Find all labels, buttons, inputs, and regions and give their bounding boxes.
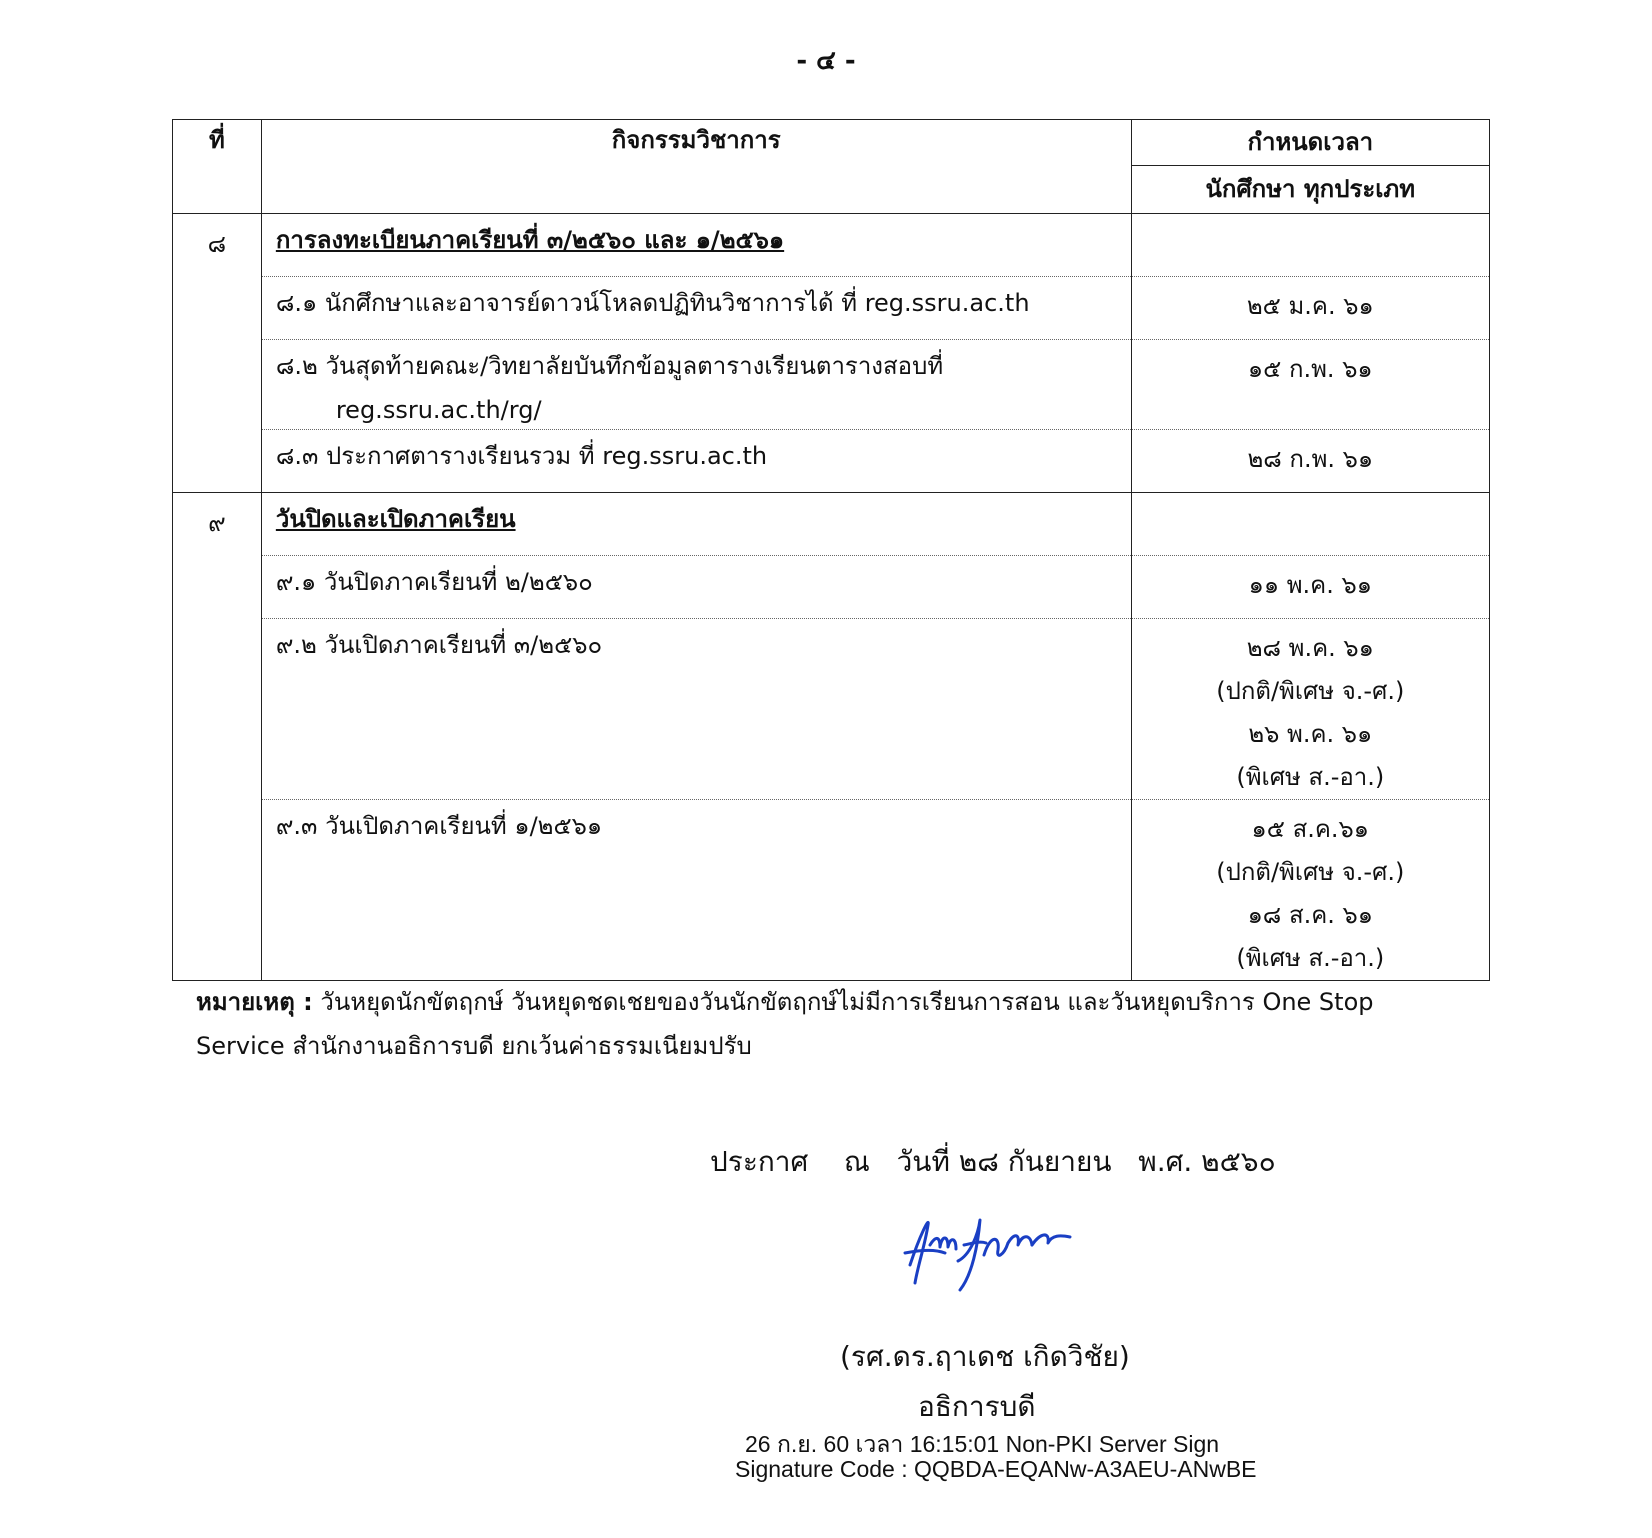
header-time-label: กำหนดเวลา — [1132, 120, 1489, 166]
remark — [196, 980, 1416, 1068]
time-cell: ๑๕ ก.พ. ๖๑ — [1131, 340, 1489, 430]
signer-title: อธิการบดี — [918, 1390, 1036, 1423]
group-number: ๘ — [173, 214, 262, 493]
page-number: - ๔ - — [796, 46, 856, 76]
announcement-date: ประกาศ ณ วันที่ ๒๘ กันยายน พ.ศ. ๒๕๖๐ — [710, 1145, 1276, 1178]
activity-cell: ๙.๑ วันปิดภาคเรียนที่ ๒/๒๕๖๐ — [261, 556, 1131, 619]
remark-line1: วันหยุดนักขัตฤกษ์ วันหยุดชดเชยของวันนักขัตฤกษ์ไม่มีการเรียนการสอน และวันหยุดบริการ One Stop — [320, 988, 1374, 1016]
header-time — [1131, 120, 1489, 214]
time-cell: ๒๘ ก.พ. ๖๑ — [1131, 430, 1489, 493]
signer-name: (รศ.ดร.ฤาเดช เกิดวิชัย) — [840, 1340, 1130, 1373]
group-heading: วันปิดและเปิดภาคเรียน — [261, 493, 1131, 556]
signature-code: Signature Code : QQBDA-EQANw-A3AEU-ANwBE — [735, 1456, 1257, 1482]
header-no: ที่ — [173, 120, 262, 214]
time-cell — [1131, 493, 1489, 556]
table-row — [173, 800, 1490, 981]
remark-label: หมายเหตุ : — [196, 988, 313, 1016]
table-row — [173, 556, 1490, 619]
academic-calendar-table — [172, 119, 1490, 981]
group-heading: การลงทะเบียนภาคเรียนที่ ๓/๒๕๖๐ และ ๑/๒๕๖๑ — [261, 214, 1131, 277]
table-row — [173, 277, 1490, 340]
activity-cell: ๘.๑ นักศึกษาและอาจารย์ดาวน์โหลดปฏิทินวิชาการได้ ที่ reg.ssru.ac.th — [261, 277, 1131, 340]
time-cell: ๑๕ ส.ค.๖๑ (ปกติ/พิเศษ จ.-ศ.) ๑๘ ส.ค. ๖๑ (พิเศษ ส.-อา.) — [1131, 800, 1489, 981]
table-row — [173, 214, 1490, 277]
header-activity: กิจกรรมวิชาการ — [261, 120, 1131, 214]
time-cell: ๑๑ พ.ค. ๖๑ — [1131, 556, 1489, 619]
time-cell — [1131, 214, 1489, 277]
activity-cell: ๘.๓ ประกาศตารางเรียนรวม ที่ reg.ssru.ac.th — [261, 430, 1131, 493]
header-student-type: นักศึกษา ทุกประเภท — [1205, 175, 1416, 203]
handwritten-signature — [900, 1205, 1080, 1299]
activity-cell: ๙.๓ วันเปิดภาคเรียนที่ ๑/๒๕๖๑ — [261, 800, 1131, 981]
remark-line2: Service สำนักงานอธิการบดี ยกเว้นค่าธรรมเนียมปรับ — [196, 1032, 752, 1060]
activity-cell: ๘.๒ วันสุดท้ายคณะ/วิทยาลัยบันทึกข้อมูลตารางเรียนตารางสอบที่ reg.ssru.ac.th/rg/ — [261, 340, 1131, 430]
table-row — [173, 493, 1490, 556]
table-row — [173, 340, 1490, 430]
table-row — [173, 619, 1490, 800]
e-sign-timestamp: 26 ก.ย. 60 เวลา 16:15:01 Non-PKI Server Sign — [745, 1431, 1220, 1457]
table-row — [173, 430, 1490, 493]
group-number: ๙ — [173, 493, 262, 981]
activity-cell: ๙.๒ วันเปิดภาคเรียนที่ ๓/๒๕๖๐ — [261, 619, 1131, 800]
time-cell: ๒๕ ม.ค. ๖๑ — [1131, 277, 1489, 340]
time-cell: ๒๘ พ.ค. ๖๑ (ปกติ/พิเศษ จ.-ศ.) ๒๖ พ.ค. ๖๑ (พิเศษ ส.-อา.) — [1131, 619, 1489, 800]
